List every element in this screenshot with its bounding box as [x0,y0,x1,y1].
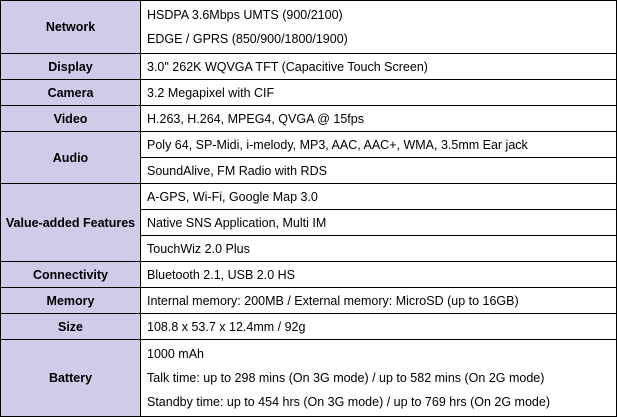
table-row-connectivity [1,262,617,288]
value-line: HSDPA 3.6Mbps UMTS (900/2100) [147,8,343,22]
row-label-battery: Battery [1,340,141,417]
row-value-features: Native SNS Application, Multi IM [141,210,617,236]
row-label-features: Value-added Features [1,184,141,262]
table-row-memory [1,288,617,314]
row-label-camera: Camera [1,80,141,106]
row-value-connectivity: Bluetooth 2.1, USB 2.0 HS [141,262,617,288]
table-row-network [1,1,617,54]
row-value-features: TouchWiz 2.0 Plus [141,236,617,262]
table-row-camera [1,80,617,106]
row-value-audio: SoundAlive, FM Radio with RDS [141,158,617,184]
row-value-memory: Internal memory: 200MB / External memory: MicroSD (up to 16GB) [141,288,617,314]
row-label-audio: Audio [1,132,141,184]
row-value-camera: 3.2 Megapixel with CIF [141,80,617,106]
row-label-size: Size [1,314,141,340]
table-row-display [1,54,617,80]
value-line: EDGE / GPRS (850/900/1800/1900) [147,32,348,46]
row-value-network [141,1,617,54]
row-label-network: Network [1,1,141,54]
table-row-battery [1,340,617,417]
value-line: Talk time: up to 298 mins (On 3G mode) / up to 582 mins (On 2G mode) [147,371,545,385]
row-label-memory: Memory [1,288,141,314]
row-value-video: H.263, H.264, MPEG4, QVGA @ 15fps [141,106,617,132]
row-value-battery [141,340,617,417]
row-label-video: Video [1,106,141,132]
row-value-size: 108.8 x 53.7 x 12.4mm / 92g [141,314,617,340]
value-line: Standby time: up to 454 hrs (On 3G mode) / up to 769 hrs (On 2G mode) [147,395,550,409]
row-value-features: A-GPS, Wi-Fi, Google Map 3.0 [141,184,617,210]
row-label-connectivity: Connectivity [1,262,141,288]
table-row-features [1,184,617,210]
value-line: 1000 mAh [147,347,204,361]
table-row-video [1,106,617,132]
row-value-display: 3.0" 262K WQVGA TFT (Capacitive Touch Screen) [141,54,617,80]
table-row-audio [1,132,617,158]
row-value-audio: Poly 64, SP-Midi, i-melody, MP3, AAC, AAC+, WMA, 3.5mm Ear jack [141,132,617,158]
table-row-size [1,314,617,340]
row-label-display: Display [1,54,141,80]
